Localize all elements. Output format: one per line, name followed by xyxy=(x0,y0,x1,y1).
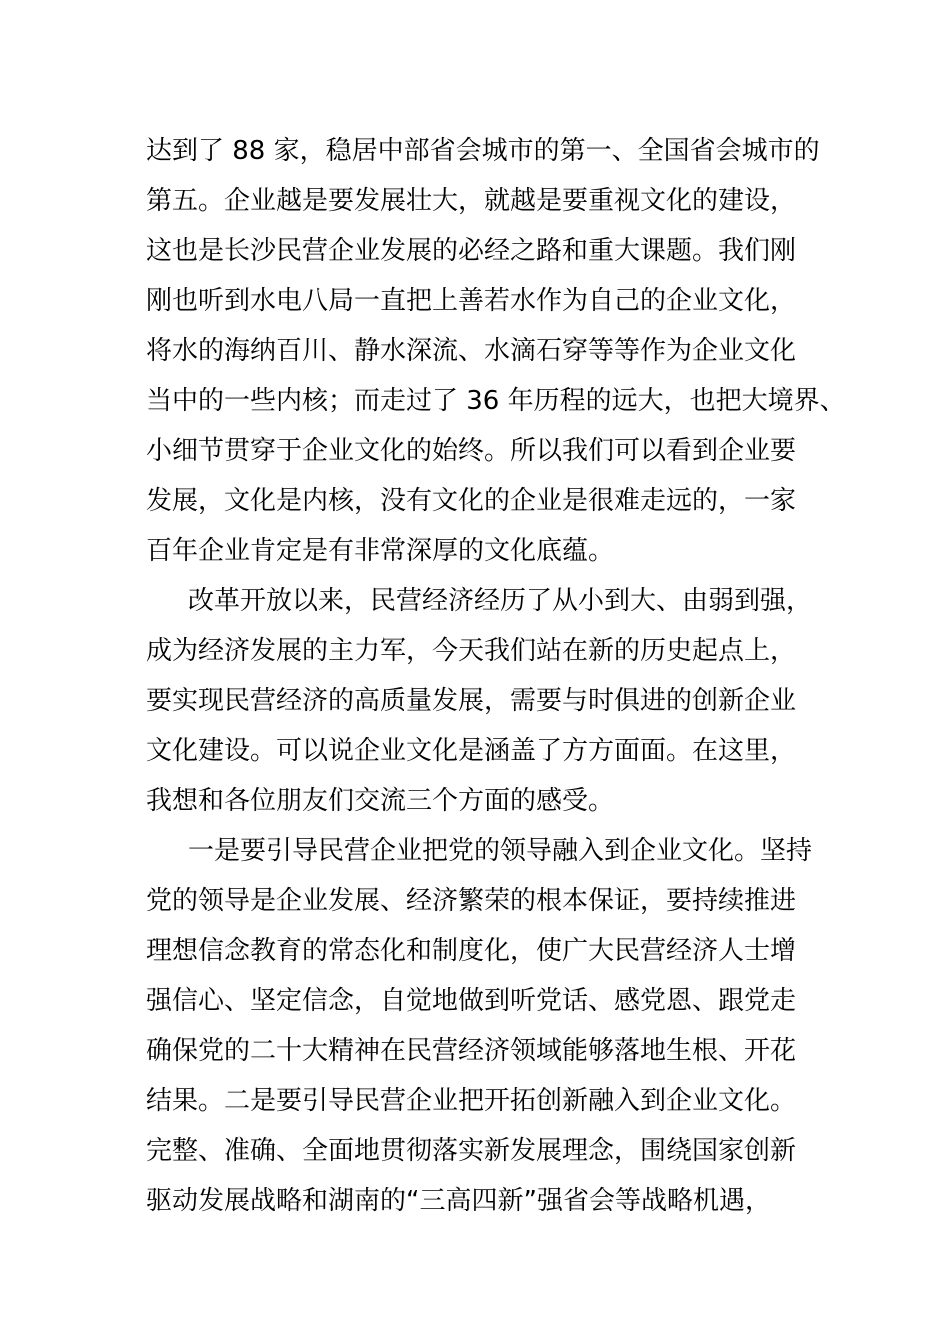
text-line: 确保党的二十大精神在民营经济领域能够落地生根、开花 xyxy=(146,1036,797,1066)
text-line: 当中的一些内核；而走过了 36 年历程的远大，也把大境界、 xyxy=(146,386,846,416)
text-line: 成为经济发展的主力军，今天我们站在新的历史起点上， xyxy=(146,636,797,666)
text-line: 一是要引导民营企业把党的领导融入到企业文化。坚持 xyxy=(188,836,813,866)
text-line: 第五。企业越是要发展壮大，就越是要重视文化的建设， xyxy=(146,186,797,216)
text-line: 刚也听到水电八局一直把上善若水作为自己的企业文化， xyxy=(146,286,797,316)
text-line: 强信心、坚定信念，自觉地做到听党话、感党恩、跟党走 xyxy=(146,986,797,1016)
text-line: 党的领导是企业发展、经济繁荣的根本保证，要持续推进 xyxy=(146,886,797,916)
text-line: 将水的海纳百川、静水深流、水滴石穿等等作为企业文化 xyxy=(146,336,797,366)
text-line: 理想信念教育的常态化和制度化，使广大民营经济人士增 xyxy=(146,936,797,966)
text-line: 文化建设。可以说企业文化是涵盖了方方面面。在这里， xyxy=(146,736,797,766)
text-line: 驱动发展战略和湖南的“三高四新”强省会等战略机遇， xyxy=(146,1186,771,1216)
text-line: 发展，文化是内核，没有文化的企业是很难走远的，一家 xyxy=(146,486,797,516)
text-line: 百年企业肯定是有非常深厚的文化底蕴。 xyxy=(146,536,615,566)
text-line: 小细节贯穿于企业文化的始终。所以我们可以看到企业要 xyxy=(146,436,797,466)
text-line: 完整、准确、全面地贯彻落实新发展理念，围绕国家创新 xyxy=(146,1136,797,1166)
text-line: 结果。二是要引导民营企业把开拓创新融入到企业文化。 xyxy=(146,1086,797,1116)
text-line: 达到了 88 家，稳居中部省会城市的第一、全国省会城市的 xyxy=(146,136,820,166)
text-line: 要实现民营经济的高质量发展，需要与时俱进的创新企业 xyxy=(146,686,797,716)
text-line: 这也是长沙民营企业发展的必经之路和重大课题。我们刚 xyxy=(146,236,797,266)
text-line: 我想和各位朋友们交流三个方面的感受。 xyxy=(146,786,615,816)
text-line: 改革开放以来，民营经济经历了从小到大、由弱到强， xyxy=(188,586,813,616)
